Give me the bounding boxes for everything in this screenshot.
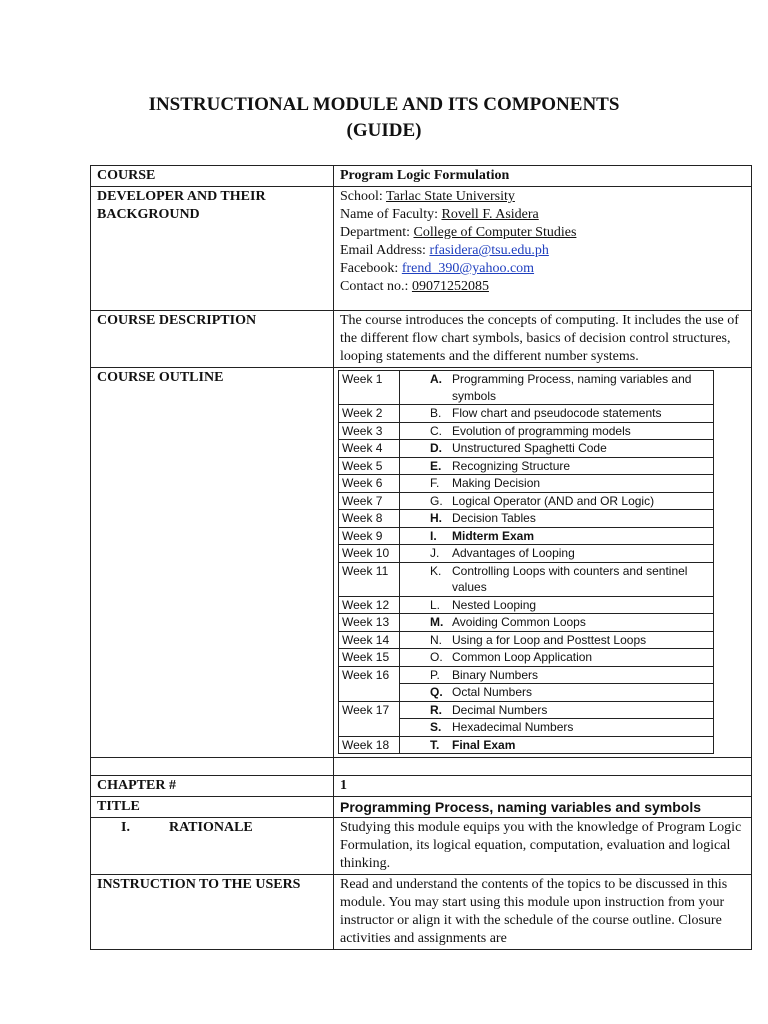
outline-week: Week 16: [339, 666, 400, 684]
rationale-text: Studying this module equips you with the knowledge of Program Logic Formulation, its logical equation, computation, evaluation and logical thinking.: [334, 818, 752, 875]
outline-row-item: [339, 666, 714, 684]
spacer-right: [334, 758, 752, 776]
rationale-row: [91, 818, 752, 875]
chapter-label: CHAPTER #: [91, 776, 334, 797]
school-value: Tarlac State University: [386, 189, 515, 204]
instruction-row: [91, 875, 752, 950]
outline-week: Week 7: [339, 492, 400, 510]
outline-topic: Binary Numbers: [448, 666, 714, 684]
outline-week: Week 11: [339, 562, 400, 596]
school-line: [340, 188, 745, 206]
outline-row-item: [339, 719, 714, 737]
outline-week: Week 2: [339, 405, 400, 423]
department-value: College of Computer Studies: [413, 225, 577, 240]
instruction-label: INSTRUCTION TO THE USERS: [91, 875, 334, 950]
contact-label: Contact no.:: [340, 279, 412, 294]
outline-week: Week 9: [339, 527, 400, 545]
outline-letter: O.: [400, 649, 449, 667]
outline-topic: Common Loop Application: [448, 649, 714, 667]
outline-row-item: [339, 440, 714, 458]
outline-row-item: [339, 527, 714, 545]
title-row: [91, 797, 752, 818]
outline-letter: L.: [400, 596, 449, 614]
outline-topic: Flow chart and pseudocode statements: [448, 405, 714, 423]
outline-week: Week 15: [339, 649, 400, 667]
chapter-row: [91, 776, 752, 797]
contact-value: 09071252085: [411, 279, 489, 294]
outline-letter: F.: [400, 475, 449, 493]
outline-topic: Recognizing Structure: [448, 457, 714, 475]
outline-row-item: [339, 631, 714, 649]
outline-letter: E.: [400, 457, 449, 475]
outline-row-item: [339, 736, 714, 754]
outline-cell: [334, 368, 752, 758]
outline-row-item: [339, 596, 714, 614]
outline-row-item: [339, 649, 714, 667]
outline-row-item: [339, 371, 714, 405]
outline-row: [91, 368, 752, 758]
outline-topic: Decimal Numbers: [448, 701, 714, 719]
outline-week: Week 6: [339, 475, 400, 493]
contact-line: [340, 278, 745, 296]
outline-letter: H.: [400, 510, 449, 528]
outline-week: [339, 684, 400, 702]
outline-week: Week 8: [339, 510, 400, 528]
outline-week: [339, 719, 400, 737]
outline-topic: Programming Process, naming variables and symbols: [448, 371, 714, 405]
spacer-left: [91, 758, 334, 776]
outline-week: Week 17: [339, 701, 400, 719]
outline-letter: G.: [400, 492, 449, 510]
outline-label: COURSE OUTLINE: [91, 368, 334, 758]
outline-table: [338, 370, 714, 754]
outline-letter: N.: [400, 631, 449, 649]
email-link[interactable]: rfasidera@tsu.edu.ph: [429, 243, 549, 258]
course-value: Program Logic Formulation: [334, 166, 752, 187]
outline-topic: Logical Operator (AND and OR Logic): [448, 492, 714, 510]
department-label: Department:: [340, 225, 414, 240]
outline-topic: Hexadecimal Numbers: [448, 719, 714, 737]
faculty-line: [340, 206, 745, 224]
facebook-label: Facebook:: [340, 261, 402, 276]
outline-week: Week 3: [339, 422, 400, 440]
rationale-label: RATIONALE: [169, 820, 253, 835]
outline-row-item: [339, 614, 714, 632]
outline-week: Week 1: [339, 371, 400, 405]
outline-week: Week 18: [339, 736, 400, 754]
outline-topic: Advantages of Looping: [448, 545, 714, 563]
rationale-number: I.: [121, 820, 130, 835]
course-row: [91, 166, 752, 187]
facebook-line: [340, 260, 745, 278]
instruction-text: Read and understand the contents of the topics to be discussed in this module. You may start using this module upon instruction from your instructor or align it with the schedule of the course outline. Closure activities and assignments are: [334, 875, 752, 950]
title-label: TITLE: [91, 797, 334, 818]
outline-letter: S.: [400, 719, 449, 737]
outline-row-item: [339, 475, 714, 493]
outline-row-item: [339, 492, 714, 510]
outline-topic: Final Exam: [452, 737, 516, 752]
outline-row-item: [339, 545, 714, 563]
developer-info: [334, 187, 752, 311]
outline-letter: T.: [430, 737, 440, 752]
department-line: [340, 224, 745, 242]
outline-topic: Unstructured Spaghetti Code: [448, 440, 714, 458]
outline-row-item: [339, 562, 714, 596]
outline-topic: Using a for Loop and Posttest Loops: [448, 631, 714, 649]
outline-topic: Controlling Loops with counters and sentinel values: [448, 562, 714, 596]
outline-letter: A.: [400, 371, 449, 405]
outline-topic: Making Decision: [448, 475, 714, 493]
outline-topic: Evolution of programming models: [448, 422, 714, 440]
title-line-2: (GUIDE): [346, 120, 422, 141]
facebook-link[interactable]: frend_390@yahoo.com: [401, 261, 535, 276]
outline-letter: D.: [400, 440, 449, 458]
spacer-row: [91, 758, 752, 776]
outline-row-item: [339, 701, 714, 719]
outline-letter: B.: [400, 405, 449, 423]
email-line: [340, 242, 745, 260]
course-label: COURSE: [91, 166, 334, 187]
outline-letter: P.: [400, 666, 449, 684]
outline-week: Week 12: [339, 596, 400, 614]
developer-label: DEVELOPER AND THEIR BACKGROUND: [91, 187, 334, 311]
rationale-header: [91, 818, 334, 875]
outline-row-item: [339, 510, 714, 528]
outline-letter: M.: [400, 614, 449, 632]
outline-topic: Octal Numbers: [448, 684, 714, 702]
school-label: School:: [340, 189, 387, 204]
faculty-label: Name of Faculty:: [340, 207, 442, 222]
outline-week: Week 14: [339, 631, 400, 649]
description-row: [91, 311, 752, 368]
title-line-1: INSTRUCTIONAL MODULE AND ITS COMPONENTS: [148, 94, 620, 115]
outline-week: Week 5: [339, 457, 400, 475]
title-value: Programming Process, naming variables and symbols: [334, 797, 752, 818]
outline-topic: Midterm Exam: [448, 527, 714, 545]
outline-topic: Decision Tables: [448, 510, 714, 528]
outline-row-item: [339, 422, 714, 440]
outline-topic: Avoiding Common Loops: [448, 614, 714, 632]
outline-letter: J.: [400, 545, 449, 563]
chapter-value: 1: [334, 776, 752, 797]
outline-row-item: [339, 684, 714, 702]
outline-letter: Q.: [400, 684, 449, 702]
outline-row-item: [339, 405, 714, 423]
outline-letter: I.: [400, 527, 449, 545]
outline-week: Week 4: [339, 440, 400, 458]
description-text: The course introduces the concepts of computing. It includes the use of the different flow chart symbols, basics of decision control structures, looping statements and the different number systems.: [334, 311, 752, 368]
outline-week: Week 10: [339, 545, 400, 563]
email-label: Email Address:: [340, 243, 430, 258]
outline-letter: K.: [400, 562, 449, 596]
module-table: [90, 165, 752, 950]
outline-row-item: [339, 457, 714, 475]
outline-letter: C.: [400, 422, 449, 440]
document-title: [0, 92, 768, 144]
outline-letter: R.: [400, 701, 449, 719]
outline-week: Week 13: [339, 614, 400, 632]
faculty-value: Rovell F. Asidera: [441, 207, 539, 222]
description-label: COURSE DESCRIPTION: [91, 311, 334, 368]
developer-row: [91, 187, 752, 311]
outline-topic: Nested Looping: [448, 596, 714, 614]
